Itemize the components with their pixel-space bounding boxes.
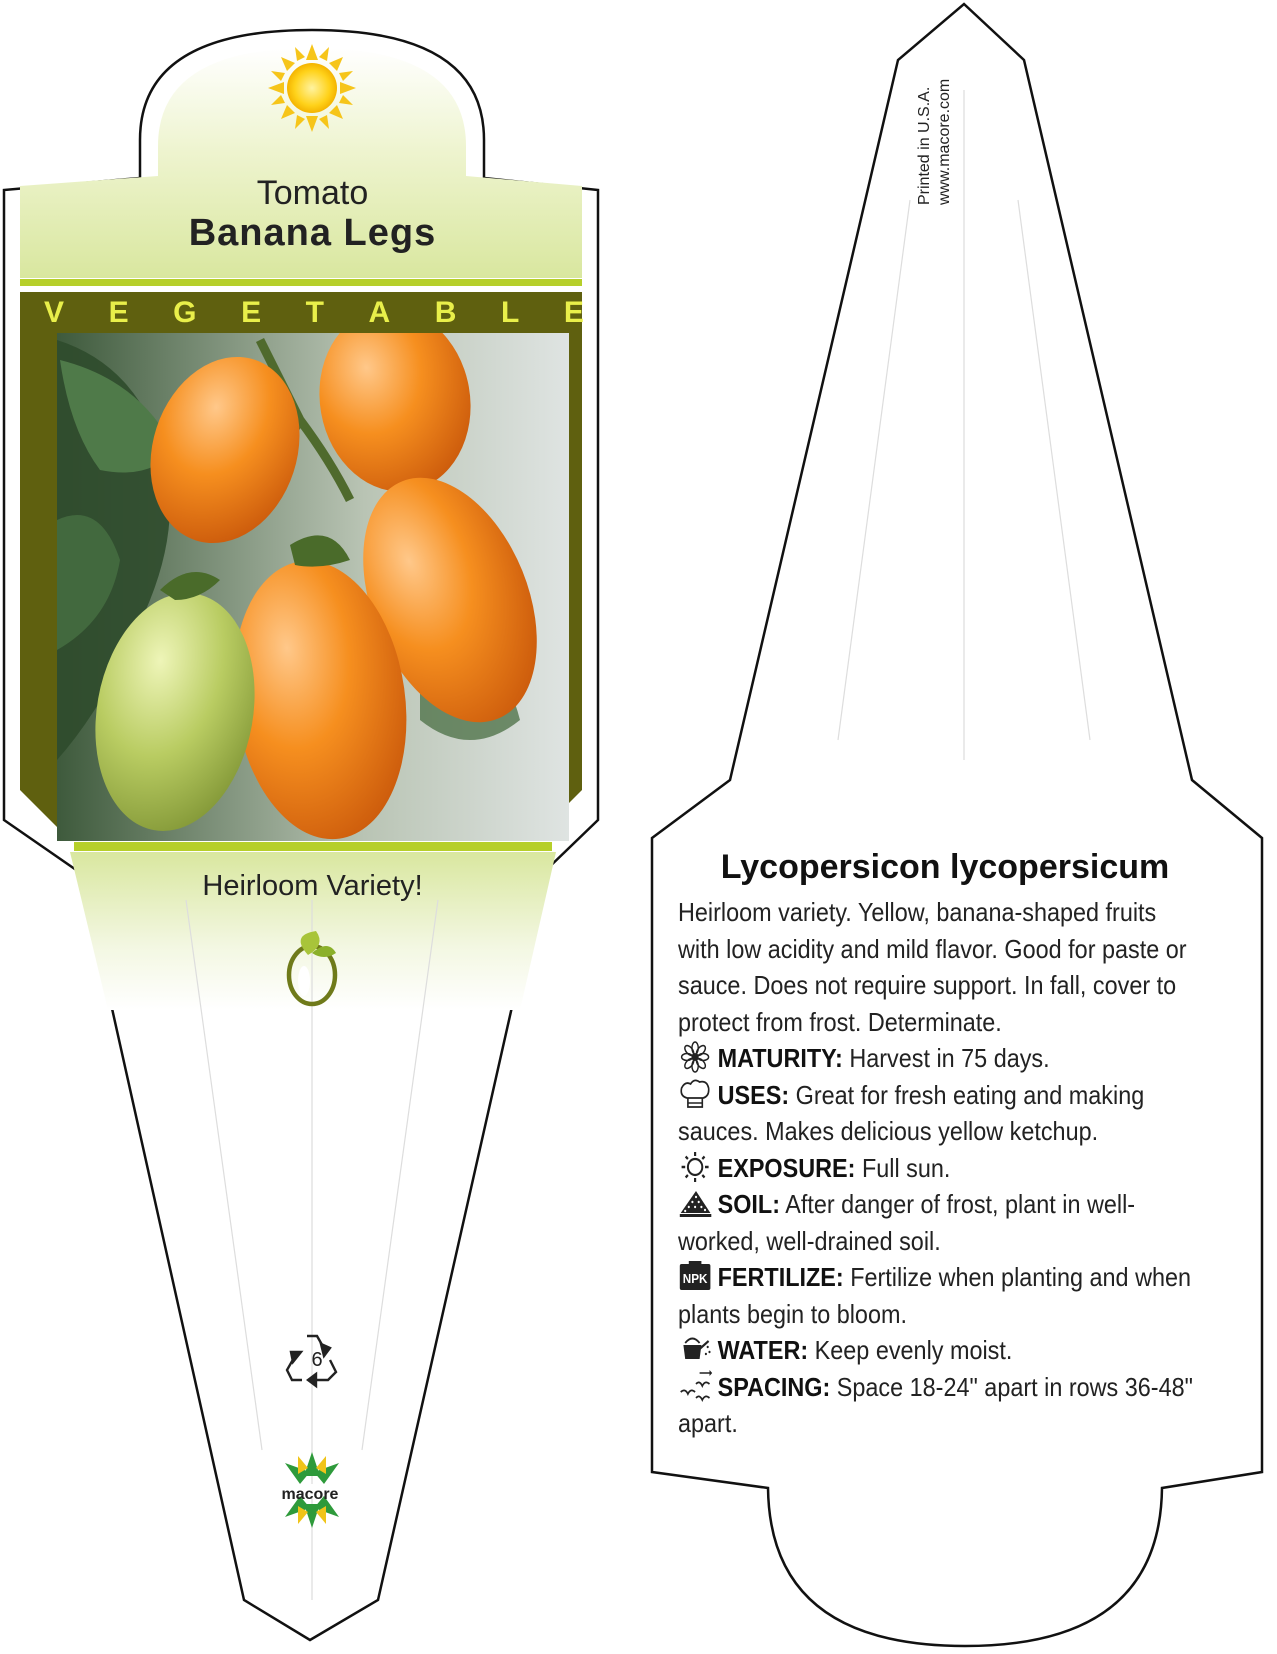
printed-in: Printed in U.S.A. xyxy=(916,86,933,205)
category-letter: L xyxy=(501,296,520,329)
watering-can-icon xyxy=(678,1333,712,1365)
front-sun-icon xyxy=(268,44,356,132)
category-letter: E xyxy=(108,296,129,329)
category-letter: T xyxy=(305,296,324,329)
chef-hat-icon xyxy=(678,1078,712,1110)
website: www.macore.com xyxy=(936,78,953,205)
npk-icon xyxy=(678,1260,712,1292)
category-letter: G xyxy=(173,296,197,329)
category-letter: E xyxy=(563,296,584,329)
category-letter: A xyxy=(368,296,391,329)
tagline: Heirloom Variety! xyxy=(202,870,423,902)
variety-name: Banana Legs xyxy=(188,212,437,254)
tomato-photo xyxy=(57,296,570,850)
category-letter: E xyxy=(241,296,262,329)
category-banner xyxy=(44,296,584,330)
care-maturity: MATURITY: Harvest in 75 days. xyxy=(678,1040,1198,1077)
species-name: Lycopersicon lycopersicum xyxy=(720,848,1170,886)
care-soil: SOIL: After danger of frost, plant in well-worked, well-drained soil. xyxy=(678,1189,1136,1256)
brand-name: macore xyxy=(281,1486,339,1503)
care-instructions xyxy=(678,894,1198,1442)
description: Heirloom variety. Yellow, banana-shaped fruits with low acidity and mild flavor. Good for paste or sauce. Does not require support. In fall, cover to protect from frost. Determinate. xyxy=(678,897,1187,1037)
recycle-code: 6 xyxy=(311,1349,323,1371)
care-uses: USES: Great for fresh eating and making sauces. Makes delicious yellow ketchup. xyxy=(678,1079,1145,1146)
care-exposure: EXPOSURE: Full sun. xyxy=(678,1150,1198,1187)
category-letter: B xyxy=(434,296,457,329)
svg-text:NPK: NPK xyxy=(682,1271,708,1287)
seedlings-icon xyxy=(678,1370,712,1402)
sun-icon xyxy=(678,1151,712,1183)
care-spacing: SPACING: Space 18-24" apart in rows 36-48" apart. xyxy=(678,1371,1193,1438)
care-fertilize: NPK FERTILIZE: Fertilize when planting and when plants begin to bloom. xyxy=(678,1262,1192,1329)
flower-icon xyxy=(678,1041,712,1073)
category-letter: V xyxy=(44,296,65,329)
care-water: WATER: Keep evenly moist. xyxy=(678,1332,1198,1369)
soil-icon xyxy=(678,1187,712,1219)
print-info xyxy=(915,79,955,205)
common-name: Tomato xyxy=(256,174,369,212)
